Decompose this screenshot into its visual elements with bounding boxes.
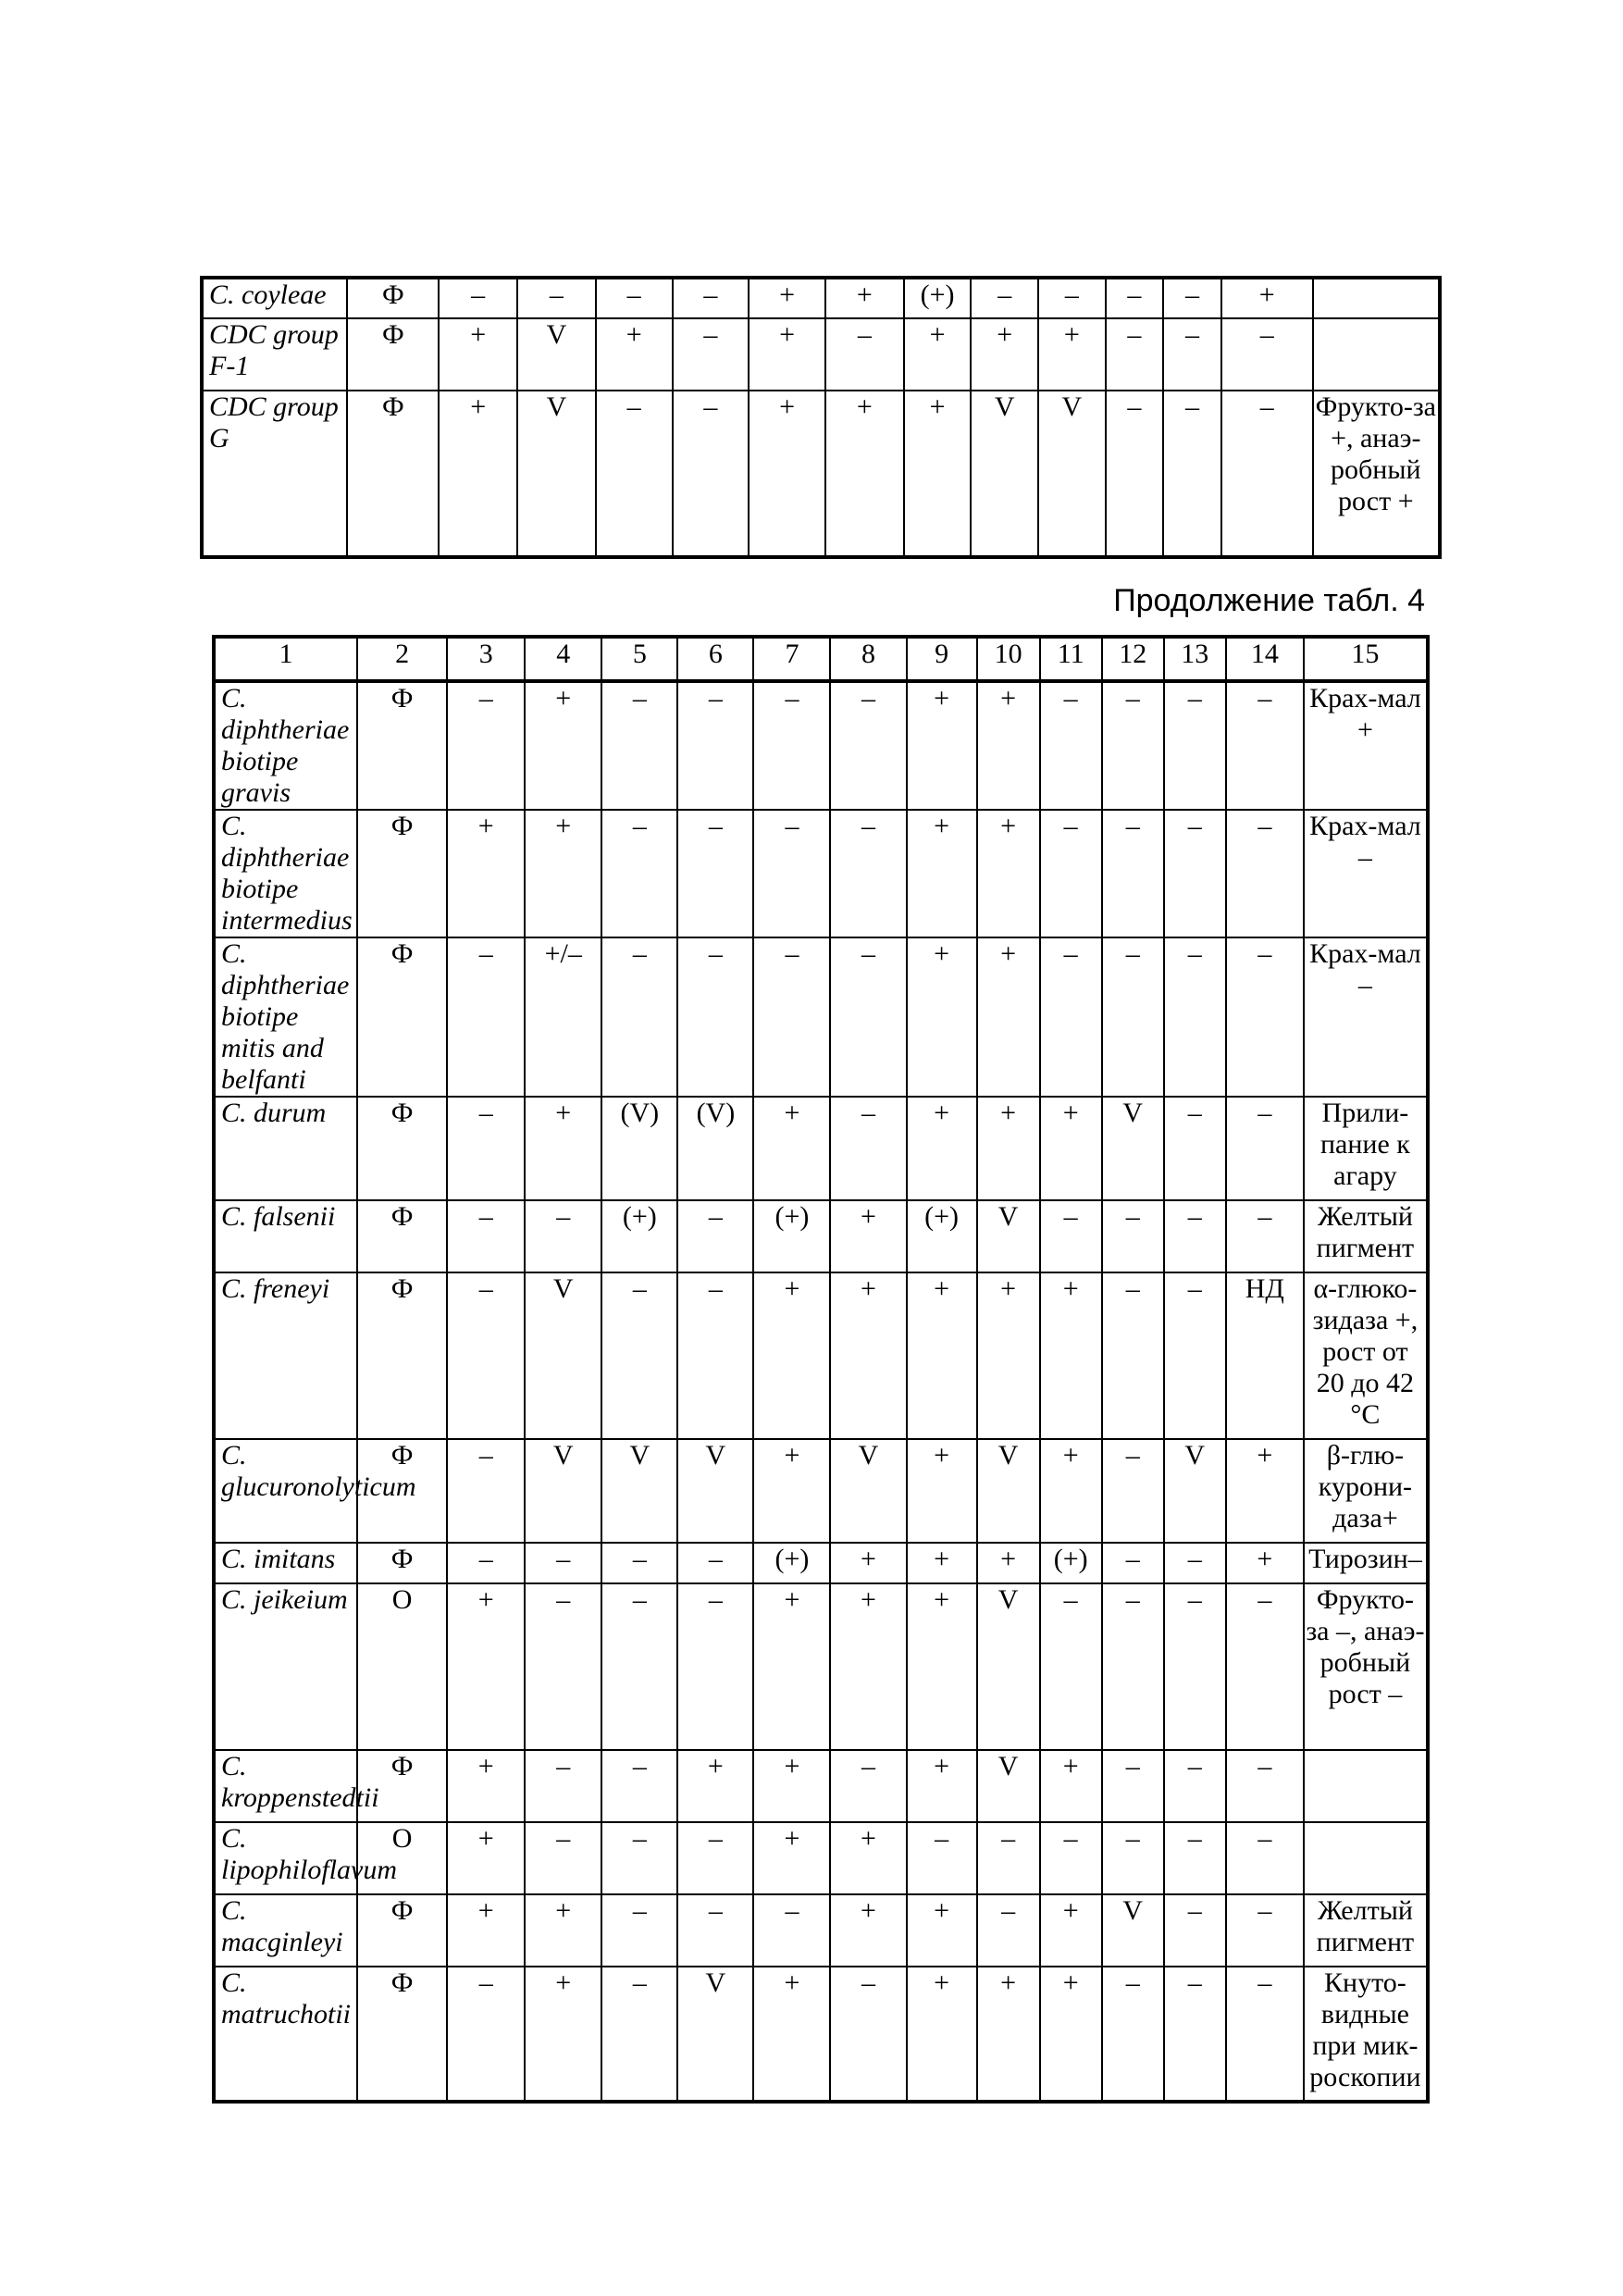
test-result-cell: – — [677, 937, 753, 1097]
table-row — [214, 1822, 1428, 1894]
test-result-cell: + — [977, 810, 1040, 937]
table-row — [214, 1543, 1428, 1583]
test-result-cell: + — [749, 318, 825, 391]
test-result-cell: + — [977, 1097, 1040, 1200]
test-result-cell: + — [753, 1272, 830, 1439]
table-row — [214, 1967, 1428, 2102]
test-result-cell: – — [1164, 937, 1226, 1097]
test-result-cell: – — [1102, 1822, 1164, 1894]
note-cell: α-глюко-зидаза +, рост от 20 до 42 °С — [1304, 1272, 1428, 1439]
table-row — [214, 1750, 1428, 1822]
table-row — [214, 1439, 1428, 1543]
note-cell: Кнуто-видные при мик-роскопии — [1304, 1967, 1428, 2102]
test-result-cell: – — [1164, 681, 1226, 810]
table-row — [202, 318, 1440, 391]
note-cell: Крах-мал – — [1304, 937, 1428, 1097]
test-result-cell: – — [830, 1750, 906, 1822]
test-result-cell: V — [525, 1439, 601, 1543]
test-result-cell: (+) — [1040, 1543, 1102, 1583]
species-name-cell: C. diphtheriae biotipe intermedius — [214, 810, 357, 937]
column-number-header: 9 — [907, 637, 977, 681]
test-result-cell: (+) — [904, 278, 972, 318]
test-result-cell: – — [1102, 1750, 1164, 1822]
test-result-cell: – — [1163, 278, 1221, 318]
species-name-cell: C. glucuronolyticum — [214, 1439, 357, 1543]
test-result-cell: – — [1164, 1272, 1226, 1439]
test-result-cell: – — [1102, 1543, 1164, 1583]
test-result-cell: – — [517, 278, 596, 318]
test-result-cell: V — [517, 318, 596, 391]
test-result-cell: + — [596, 318, 673, 391]
column-number-header: 5 — [601, 637, 677, 681]
test-result-cell: + — [447, 1583, 525, 1750]
test-result-cell: – — [1040, 810, 1102, 937]
test-result-cell: + — [1040, 1750, 1102, 1822]
table-row — [214, 681, 1428, 810]
species-name-cell: C. diphtheriae biotipe mitis and belfanti — [214, 937, 357, 1097]
test-result-cell: – — [447, 1200, 525, 1272]
column-number-header: 7 — [753, 637, 830, 681]
species-name-cell: C. diphtheriae biotipe gravis — [214, 681, 357, 810]
test-result-cell: (+) — [907, 1200, 977, 1272]
test-result-cell: + — [753, 1750, 830, 1822]
test-result-cell: – — [677, 681, 753, 810]
test-result-cell: – — [1221, 391, 1313, 557]
test-result-cell: V — [1102, 1097, 1164, 1200]
test-result-cell: – — [601, 1272, 677, 1439]
test-result-cell: + — [447, 1894, 525, 1967]
test-result-cell: Ф — [357, 1097, 447, 1200]
test-result-cell: + — [977, 1272, 1040, 1439]
test-result-cell: + — [977, 1543, 1040, 1583]
test-result-cell: – — [601, 1967, 677, 2102]
test-result-cell: – — [1226, 1583, 1304, 1750]
test-result-cell: + — [1040, 1967, 1102, 2102]
test-result-cell: + — [830, 1543, 906, 1583]
table-row — [202, 391, 1440, 557]
column-number-header: 10 — [977, 637, 1040, 681]
note-cell — [1304, 1822, 1428, 1894]
test-result-cell: – — [596, 391, 673, 557]
test-result-cell: + — [904, 391, 972, 557]
test-result-cell: + — [904, 318, 972, 391]
test-result-cell: – — [1106, 318, 1164, 391]
test-result-cell: + — [1040, 1097, 1102, 1200]
test-result-cell: – — [447, 937, 525, 1097]
test-result-cell: V — [677, 1439, 753, 1543]
note-cell: Прили-пание к агару — [1304, 1097, 1428, 1200]
test-result-cell: V — [977, 1200, 1040, 1272]
test-result-cell: + — [977, 1967, 1040, 2102]
test-result-cell: + — [447, 1750, 525, 1822]
test-result-cell: – — [525, 1750, 601, 1822]
test-result-cell: Ф — [357, 937, 447, 1097]
test-result-cell: Ф — [357, 1750, 447, 1822]
test-result-cell: + — [907, 681, 977, 810]
test-result-cell: – — [1102, 681, 1164, 810]
test-result-cell: Ф — [347, 318, 439, 391]
test-result-cell: – — [753, 937, 830, 1097]
test-result-cell: – — [825, 318, 904, 391]
test-result-cell: + — [753, 1439, 830, 1543]
test-result-cell: + — [907, 1272, 977, 1439]
test-result-cell: НД — [1226, 1272, 1304, 1439]
test-result-cell: – — [1102, 1272, 1164, 1439]
test-result-cell: V — [971, 391, 1038, 557]
test-result-cell: + — [525, 1894, 601, 1967]
test-result-cell: + — [1040, 1272, 1102, 1439]
test-result-cell: + — [907, 1750, 977, 1822]
test-result-cell: V — [1164, 1439, 1226, 1543]
test-result-cell: Ф — [357, 1894, 447, 1967]
test-result-cell: – — [447, 1439, 525, 1543]
test-result-cell: – — [525, 1200, 601, 1272]
test-result-cell: V — [1038, 391, 1106, 557]
test-result-cell: (+) — [753, 1543, 830, 1583]
test-result-cell: – — [907, 1822, 977, 1894]
table-continuation-top — [200, 276, 1442, 559]
test-result-cell: + — [525, 1097, 601, 1200]
test-result-cell: + — [1040, 1439, 1102, 1543]
column-number-header: 12 — [1102, 637, 1164, 681]
test-result-cell: – — [1226, 1200, 1304, 1272]
test-result-cell: + — [825, 278, 904, 318]
test-result-cell: – — [673, 391, 750, 557]
test-result-cell: V — [977, 1750, 1040, 1822]
test-result-cell: – — [525, 1583, 601, 1750]
main-table-body — [214, 637, 1428, 2102]
test-result-cell: + — [525, 810, 601, 937]
test-result-cell: – — [1102, 937, 1164, 1097]
test-result-cell: – — [677, 1543, 753, 1583]
test-result-cell: – — [1221, 318, 1313, 391]
test-result-cell: – — [601, 1822, 677, 1894]
test-result-cell: – — [601, 681, 677, 810]
test-result-cell: + — [907, 1543, 977, 1583]
column-number-header: 1 — [214, 637, 357, 681]
note-cell: Крах-мал – — [1304, 810, 1428, 937]
table-caption: Продолжение табл. 4 — [1113, 583, 1425, 618]
test-result-cell: – — [1164, 1894, 1226, 1967]
test-result-cell: – — [1164, 1967, 1226, 2102]
test-result-cell: – — [830, 937, 906, 1097]
test-result-cell: – — [601, 1894, 677, 1967]
test-result-cell: + — [439, 391, 517, 557]
test-result-cell: – — [1164, 1750, 1226, 1822]
test-result-cell: – — [830, 810, 906, 937]
test-result-cell: – — [753, 1894, 830, 1967]
test-result-cell: – — [677, 1583, 753, 1750]
test-result-cell: + — [1226, 1543, 1304, 1583]
test-result-cell: + — [825, 391, 904, 557]
test-result-cell: + — [830, 1200, 906, 1272]
test-result-cell: – — [1164, 1543, 1226, 1583]
column-number-header: 8 — [830, 637, 906, 681]
test-result-cell: + — [753, 1822, 830, 1894]
test-result-cell: V — [977, 1439, 1040, 1543]
test-result-cell: (V) — [677, 1097, 753, 1200]
test-result-cell: – — [1226, 937, 1304, 1097]
test-result-cell: – — [1226, 681, 1304, 810]
column-number-header: 2 — [357, 637, 447, 681]
test-result-cell: + — [1038, 318, 1106, 391]
test-result-cell: – — [1102, 810, 1164, 937]
table-row — [214, 1272, 1428, 1439]
test-result-cell: – — [1164, 1200, 1226, 1272]
note-cell — [1313, 278, 1440, 318]
test-result-cell: + — [830, 1583, 906, 1750]
test-result-cell: Ф — [347, 278, 439, 318]
test-result-cell: – — [1164, 1822, 1226, 1894]
test-result-cell: – — [1040, 1200, 1102, 1272]
note-cell: Тирозин– — [1304, 1543, 1428, 1583]
test-result-cell: – — [1226, 1750, 1304, 1822]
test-result-cell: – — [1038, 278, 1106, 318]
table-row — [214, 810, 1428, 937]
test-result-cell: + — [977, 937, 1040, 1097]
test-result-cell: Ф — [357, 1439, 447, 1543]
test-result-cell: – — [525, 1543, 601, 1583]
test-result-cell: – — [1040, 937, 1102, 1097]
species-name-cell: C. falsenii — [214, 1200, 357, 1272]
test-result-cell: + — [447, 1822, 525, 1894]
test-result-cell: + — [830, 1272, 906, 1439]
test-result-cell: – — [1106, 391, 1164, 557]
test-result-cell: V — [677, 1967, 753, 2102]
test-result-cell: – — [525, 1822, 601, 1894]
test-result-cell: – — [1226, 1894, 1304, 1967]
species-name-cell: C. durum — [214, 1097, 357, 1200]
test-result-cell: Ф — [357, 1543, 447, 1583]
test-result-cell: + — [1221, 278, 1313, 318]
column-number-header: 4 — [525, 637, 601, 681]
test-result-cell: – — [1102, 1200, 1164, 1272]
table-row — [214, 937, 1428, 1097]
test-result-cell: + — [977, 681, 1040, 810]
test-result-cell: + — [1226, 1439, 1304, 1543]
species-name-cell: C. macginleyi — [214, 1894, 357, 1967]
test-result-cell: – — [977, 1894, 1040, 1967]
column-number-header: 3 — [447, 637, 525, 681]
table-row — [214, 1583, 1428, 1750]
test-result-cell: +/– — [525, 937, 601, 1097]
test-result-cell: – — [1163, 318, 1221, 391]
test-result-cell: – — [439, 278, 517, 318]
test-result-cell: – — [830, 1967, 906, 2102]
test-result-cell: – — [1102, 1439, 1164, 1543]
test-result-cell: – — [447, 1967, 525, 2102]
column-number-header: 13 — [1164, 637, 1226, 681]
test-result-cell: Ф — [357, 810, 447, 937]
note-cell: Желтый пигмент — [1304, 1200, 1428, 1272]
test-result-cell: Ф — [357, 1967, 447, 2102]
test-result-cell: – — [447, 1543, 525, 1583]
test-result-cell: (+) — [753, 1200, 830, 1272]
test-result-cell: – — [677, 1822, 753, 1894]
species-name-cell: C. imitans — [214, 1543, 357, 1583]
test-result-cell: Ф — [357, 1272, 447, 1439]
test-result-cell: + — [753, 1583, 830, 1750]
species-name-cell: C. jeikeium — [214, 1583, 357, 1750]
species-name-cell: CDC group G — [202, 391, 347, 557]
test-result-cell: – — [601, 1583, 677, 1750]
note-cell: Желтый пигмент — [1304, 1894, 1428, 1967]
test-result-cell: – — [1164, 810, 1226, 937]
test-result-cell: О — [357, 1822, 447, 1894]
test-result-cell: – — [1226, 1967, 1304, 2102]
test-result-cell: + — [749, 391, 825, 557]
species-name-cell: C. matruchotii — [214, 1967, 357, 2102]
note-cell — [1304, 1750, 1428, 1822]
table-row — [214, 1894, 1428, 1967]
test-result-cell: + — [907, 1439, 977, 1543]
test-result-cell: + — [439, 318, 517, 391]
test-result-cell: V — [525, 1272, 601, 1439]
test-result-cell: Ф — [357, 681, 447, 810]
table-row — [202, 278, 1440, 318]
test-result-cell: + — [907, 1894, 977, 1967]
top-table-body — [202, 278, 1440, 557]
test-result-cell: Ф — [357, 1200, 447, 1272]
table-row — [214, 1200, 1428, 1272]
test-result-cell: – — [447, 1272, 525, 1439]
test-result-cell: – — [1163, 391, 1221, 557]
column-number-header: 11 — [1040, 637, 1102, 681]
test-result-cell: + — [447, 810, 525, 937]
test-result-cell: – — [677, 1272, 753, 1439]
test-result-cell: + — [525, 681, 601, 810]
table-main — [212, 635, 1430, 2104]
test-result-cell: – — [977, 1822, 1040, 1894]
test-result-cell: – — [1226, 810, 1304, 937]
test-result-cell: + — [907, 1097, 977, 1200]
test-result-cell: – — [1102, 1967, 1164, 2102]
note-cell: Фрукто-за +, анаэ-робный рост + — [1313, 391, 1440, 557]
test-result-cell: – — [1040, 681, 1102, 810]
test-result-cell: – — [447, 1097, 525, 1200]
test-result-cell: + — [753, 1097, 830, 1200]
test-result-cell: – — [1226, 1822, 1304, 1894]
test-result-cell: – — [1040, 1822, 1102, 1894]
table-row — [214, 1097, 1428, 1200]
test-result-cell: + — [907, 810, 977, 937]
test-result-cell: – — [596, 278, 673, 318]
test-result-cell: V — [601, 1439, 677, 1543]
species-name-cell: C. kroppenstedtii — [214, 1750, 357, 1822]
test-result-cell: V — [977, 1583, 1040, 1750]
test-result-cell: – — [1106, 278, 1164, 318]
column-number-header-row — [214, 637, 1428, 681]
note-cell: Фрукто-за –, анаэ-робный рост – — [1304, 1583, 1428, 1750]
test-result-cell: О — [357, 1583, 447, 1750]
test-result-cell: (V) — [601, 1097, 677, 1200]
test-result-cell: – — [601, 810, 677, 937]
test-result-cell: – — [1102, 1583, 1164, 1750]
test-result-cell: + — [830, 1822, 906, 1894]
test-result-cell: – — [601, 1543, 677, 1583]
test-result-cell: – — [1164, 1097, 1226, 1200]
test-result-cell: Ф — [347, 391, 439, 557]
note-cell — [1313, 318, 1440, 391]
test-result-cell: – — [1040, 1583, 1102, 1750]
test-result-cell: – — [830, 1097, 906, 1200]
test-result-cell: + — [971, 318, 1038, 391]
column-number-header: 14 — [1226, 637, 1304, 681]
test-result-cell: + — [525, 1967, 601, 2102]
test-result-cell: – — [447, 681, 525, 810]
test-result-cell: (+) — [601, 1200, 677, 1272]
species-name-cell: C. freneyi — [214, 1272, 357, 1439]
note-cell: Крах-мал + — [1304, 681, 1428, 810]
test-result-cell: – — [677, 810, 753, 937]
test-result-cell: – — [1164, 1583, 1226, 1750]
test-result-cell: + — [1040, 1894, 1102, 1967]
test-result-cell: + — [907, 1583, 977, 1750]
species-name-cell: C. lipophiloflavum — [214, 1822, 357, 1894]
note-cell: β-глю-курони-даза+ — [1304, 1439, 1428, 1543]
test-result-cell: + — [753, 1967, 830, 2102]
test-result-cell: V — [517, 391, 596, 557]
species-name-cell: C. coyleae — [202, 278, 347, 318]
test-result-cell: + — [907, 937, 977, 1097]
test-result-cell: + — [830, 1894, 906, 1967]
test-result-cell: – — [601, 937, 677, 1097]
species-name-cell: CDC group F-1 — [202, 318, 347, 391]
test-result-cell: + — [677, 1750, 753, 1822]
test-result-cell: – — [673, 318, 750, 391]
test-result-cell: + — [749, 278, 825, 318]
test-result-cell: – — [753, 681, 830, 810]
test-result-cell: – — [677, 1200, 753, 1272]
test-result-cell: – — [1226, 1097, 1304, 1200]
column-number-header: 15 — [1304, 637, 1428, 681]
column-number-header: 6 — [677, 637, 753, 681]
test-result-cell: – — [677, 1894, 753, 1967]
test-result-cell: – — [830, 681, 906, 810]
test-result-cell: – — [971, 278, 1038, 318]
test-result-cell: + — [907, 1967, 977, 2102]
test-result-cell: – — [601, 1750, 677, 1822]
test-result-cell: V — [830, 1439, 906, 1543]
test-result-cell: – — [673, 278, 750, 318]
test-result-cell: V — [1102, 1894, 1164, 1967]
test-result-cell: – — [753, 810, 830, 937]
